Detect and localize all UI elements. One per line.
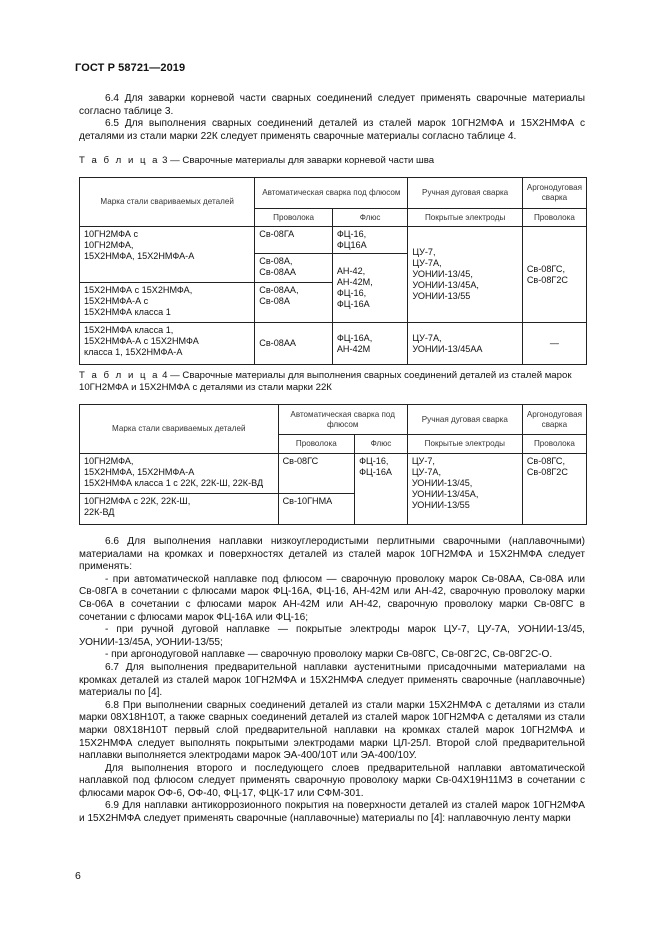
- table3-header-manual: Ручная дуговая сварка: [408, 178, 522, 209]
- table4-r2-wire: Св-10ГНМА: [278, 494, 355, 525]
- paragraph-6-4: 6.4 Для заварки корневой части сварных соединений следует применять сварочные материалы согласно таблице 3.: [79, 93, 585, 117]
- table4-header-wire: Проволока: [278, 435, 355, 454]
- table3-r1b-flux: АН-42, АН-42М, ФЦ-16, ФЦ-16А: [332, 254, 408, 323]
- table3-r3-wire: Св-08АА: [255, 323, 333, 365]
- table4-header-flux: Флюс: [355, 435, 408, 454]
- table3-r12-argon: Св-08ГС, Св-08Г2С: [522, 227, 586, 323]
- table3-header-electrodes: Покрытые электроды: [408, 209, 522, 227]
- table4-r1-steel: 10ГН2МФА, 15Х2НМФА, 15Х2НМФА-А 15Х2НМФА класса 1 с 22К, 22К-Ш, 22К-ВД: [80, 454, 279, 494]
- table3-header-auto: Автоматическая сварка под флюсом: [255, 178, 408, 209]
- table3-caption-label: Т а б л и ц а: [79, 155, 160, 166]
- table3-header-wire2: Проволока: [522, 209, 586, 227]
- table3-r3-electrodes: ЦУ-7А, УОНИИ-13/45АА: [408, 323, 522, 365]
- table4-caption-label: Т а б л и ц а: [79, 370, 160, 381]
- table3-r2-wire: Св-08АА, Св-08А: [255, 283, 333, 323]
- paragraph-6-8-second: Для выполнения второго и последующего слоев предварительной наплавки автоматической наплавкой под флюсом следует применять сварочную проволоку марки Св-04Х19Н11М3 в сочетании с флюсами марок ОФ-6, ОФ-40, ФЦ-17, ФЦК-17 или СФМ-301.: [79, 762, 585, 799]
- table4-r1-flux: ФЦ-16, ФЦ-16А: [355, 454, 408, 525]
- table4-caption-text: 4 — Сварочные материалы для выполнения сварных соединений деталей из сталей марок 10ГН2МФА и 15Х2НМФА с деталями из стали марки 22К: [79, 370, 572, 393]
- list-item-manual: - при ручной дуговой наплавке — покрытые электроды марок ЦУ-7, ЦУ-7А, УОНИИ-13/45, УОНИИ-13/45А, УОНИИ-13/55;: [79, 624, 585, 648]
- table3-r3-flux: ФЦ-16А, АН-42М: [332, 323, 408, 365]
- table4-header-electrodes: Покрытые электроды: [407, 435, 522, 454]
- table3-r1b-wire: Св-08А, Св-08АА: [255, 254, 333, 283]
- paragraph-6-7: 6.7 Для выполнения предварительной наплавки аустенитными присадочными материалами на кромках деталей из сталей марок 10ГН2МФА и 15Х2НМФА следует применять сварочные (наплавочные) материалы по [4].: [79, 661, 585, 699]
- table3-r2-steel: 15Х2НМФА с 15Х2НМФА, 15Х2НМФА-А с 15Х2НМФА класса 1: [80, 283, 255, 323]
- table3-header-wire: Проволока: [255, 209, 333, 227]
- table3-r3-steel: 15Х2НМФА класса 1, 15Х2НМФА-А с 15Х2НМФА класса 1, 15Х2НМФА-А: [80, 323, 255, 365]
- body-paragraphs: [79, 536, 585, 826]
- table4-header-auto: Автоматическая сварка под флюсом: [278, 405, 407, 435]
- table4-header-manual: Ручная дуговая сварка: [407, 405, 522, 435]
- table4-caption: [79, 370, 585, 394]
- table3-r1a-wire: Св-08ГА: [255, 227, 333, 254]
- table4-header-steel: Марка стали свариваемых деталей: [80, 405, 279, 454]
- table3-caption-text: 3 — Сварочные материалы для заварки корневой части шва: [162, 155, 435, 166]
- paragraph-6-8: 6.8 При выполнении сварных соединений деталей из стали марки 15Х2НМФА с деталями из стали марки 08Х18Н10Т, а также сварных соединений деталей из сталей марок 10ГН2МФА с деталями из стали марки 08Х18Н10Т первый слой предварительной наплавки на кромках сталей марок 10ГН2МФА и 15Х2НМФА следует выполнять покрытыми электродами марки ЦЛ-25Л. Второй слой предварительной наплавки выполняется электродами марок ЭА-400/10Т или ЭА-400/10У.: [79, 699, 585, 762]
- table3-r3-argon: —: [522, 323, 586, 365]
- table4-r2-steel: 10ГН2МФА с 22К, 22К-Ш, 22К-ВД: [80, 494, 279, 525]
- list-item-argon: - при аргонодуговой наплавке — сварочную проволоку марки Св-08ГС, Св-08Г2С, Св-08Г2С-О.: [105, 649, 553, 661]
- table-3: [79, 177, 587, 365]
- page-number: 6: [75, 870, 81, 882]
- table3-r1-steel: 10ГН2МФА с 10ГН2МФА, 15Х2НМФА, 15Х2НМФА-А: [80, 227, 255, 283]
- table3-caption: [79, 155, 585, 167]
- table3-r12-electrodes: ЦУ-7, ЦУ-7А, УОНИИ-13/45, УОНИИ-13/45А, УОНИИ-13/55: [408, 227, 522, 323]
- table3-header-flux: Флюс: [332, 209, 408, 227]
- table4-argon: Св-08ГС, Св-08Г2С: [522, 454, 586, 525]
- paragraph-6-9: 6.9 Для наплавки антикоррозионного покрытия на поверхности деталей из сталей марок 10ГН2МФА и 15Х2НМФА следует применять сварочные (наплавочные) материалы по [4]: наплавочную ленту марки: [79, 800, 585, 825]
- table4-header-wire2: Проволока: [522, 435, 586, 454]
- document-header: ГОСТ Р 58721—2019: [75, 62, 186, 74]
- table-4: [79, 404, 587, 525]
- table4-header-argon: Аргонодуговая сварка: [522, 405, 586, 435]
- table4-r1-wire: Св-08ГС: [278, 454, 355, 494]
- list-item-auto: - при автоматической наплавке под флюсом — сварочную проволоку марок Св-08АА, Св-08А или Св-08ГА в сочетании с флюсами марок ФЦ-16А, ФЦ-16, АН-42М или АН-42, сварочную проволоку марки Св-06А в сочетании с флюсами марок АН-42М или АН-42, сварочную проволоку марки Св-08ГС в сочетании с флюсами марок ФЦ-16А или ФЦ-16;: [79, 573, 585, 623]
- paragraph-6-5: 6.5 Для выполнения сварных соединений деталей из сталей марок 10ГН2МФА и 15Х2НМФА с деталями из стали марки 22К следует применять сварочные материалы согласно таблице 4.: [79, 118, 585, 142]
- table3-header-steel: Марка стали свариваемых деталей: [80, 178, 255, 227]
- table3-r1a-flux: ФЦ-16, ФЦ16А: [332, 227, 408, 254]
- paragraph-6-6: 6.6 Для выполнения наплавки низкоуглеродистыми перлитными сварочными (наплавочными) материалами на кромках и поверхностях деталей из сталей марок 10ГН2МФА и 15Х2НМФА следует применять:: [79, 536, 585, 573]
- table4-electrodes: ЦУ-7, ЦУ-7А, УОНИИ-13/45, УОНИИ-13/45А, УОНИИ-13/55: [407, 454, 522, 525]
- table3-header-argon: Аргонодуговая сварка: [522, 178, 586, 209]
- intro-paragraphs: [79, 93, 585, 143]
